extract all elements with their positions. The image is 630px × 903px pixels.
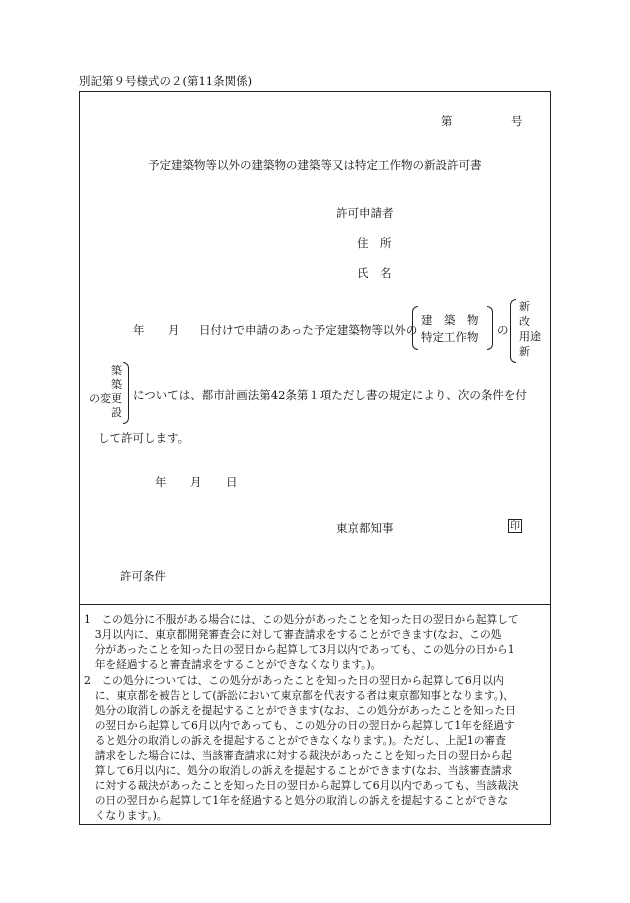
form-label: 別記第９号様式の２(第11条関係) [79,74,253,88]
note-line: 分があったことを知った日の翌日から起算して3月以内であっても、この処分の日から1 [84,643,515,656]
note-line: くなります。)。 [84,809,168,822]
body-line-2: については、都市計画法第42条第１項ただし書の規定により、次の条件を付 [133,388,527,402]
note-line: 年を経過すると審査請求をすることができなくなります。)。 [84,658,382,671]
action-option-new: 新 [519,300,530,313]
issue-year: 年 [155,475,167,489]
kind-options [86,364,122,420]
note-line: 算して6月以内に、処分の取消しの訴えを提起することができます(なお、当該審査請求 [84,764,513,777]
action-option-suffix: 新 [519,345,530,358]
kind-option-change: の変更 [89,392,122,405]
action-options [519,299,541,359]
body-line-3: して許可します。 [98,431,190,445]
applicant-address-label: 住 所 [357,236,392,250]
kind-bracket-right [123,362,129,424]
issue-month: 月 [190,475,202,489]
applicant-label: 許可申請者 [336,206,394,220]
conditions-label: 許可条件 [120,569,166,583]
doc-number-prefix: 第 [441,114,453,128]
kind-option-install: 設 [111,406,122,419]
kind-option-new: 築 [111,364,122,377]
note-line: に対する裁決があったことを知った日の翌日から起算して6月以内であっても、当該裁決 [84,779,519,792]
doc-number-suffix: 号 [511,114,523,128]
object-bracket-left [412,306,418,350]
action-option-reform: 改 [519,315,530,328]
note-line: 処分の取消しの訴えを提起することができます(なお、この処分があったことを知った日 [84,704,516,717]
note-line: ると処分の取消しの訴えを提起することができなくなります。)。ただし、上記1の審査 [84,734,506,747]
seal-mark: 印 [510,521,520,532]
issue-day: 日 [226,475,238,489]
body-line-1: 日付けで申請のあった予定建築物等以外の [199,323,418,337]
kind-option-reform: 築 [111,378,122,391]
note-line: 2 この処分については、この処分があったことを知った日の翌日から起算して6月以内 [84,674,504,687]
application-month: 月 [168,323,180,337]
applicant-name-label: 氏 名 [357,266,392,280]
action-option-use: 用途 [519,330,541,343]
note-line: 3月以内に、東京都開発審査会に対して審査請求をすることができます(なお、この処 [84,628,502,641]
document-title: 予定建築物等以外の建築物の建築等又は特定工作物の新設許可書 [148,158,482,172]
object-option-structure: 特定工作物 [421,330,479,344]
note-line: 請求をした場合には、当該審査請求に対する裁決があったことを知った日の翌日から起 [84,749,512,762]
note-line: 1 この処分に不服がある場合には、この処分があったことを知った日の翌日から起算して [84,613,519,626]
object-bracket-right [487,306,493,350]
note-line: の翌日から起算して6月以内であっても、この処分の日の翌日から起算して1年を経過す [84,719,515,732]
particle-no: の [497,323,509,337]
issuer-name: 東京都知事 [336,521,394,535]
application-year: 年 [133,323,145,337]
notes-divider [79,604,551,605]
object-option-building: 建 築 物 [421,313,479,327]
note-line: の日の翌日から起算して1年を経過すると処分の取消しの訴えを提起することができな [84,794,508,807]
action-bracket-left [510,299,516,363]
note-line: に、東京都を被告として(訴訟において東京都を代表する者は東京都知事となります。)、 [84,689,514,702]
